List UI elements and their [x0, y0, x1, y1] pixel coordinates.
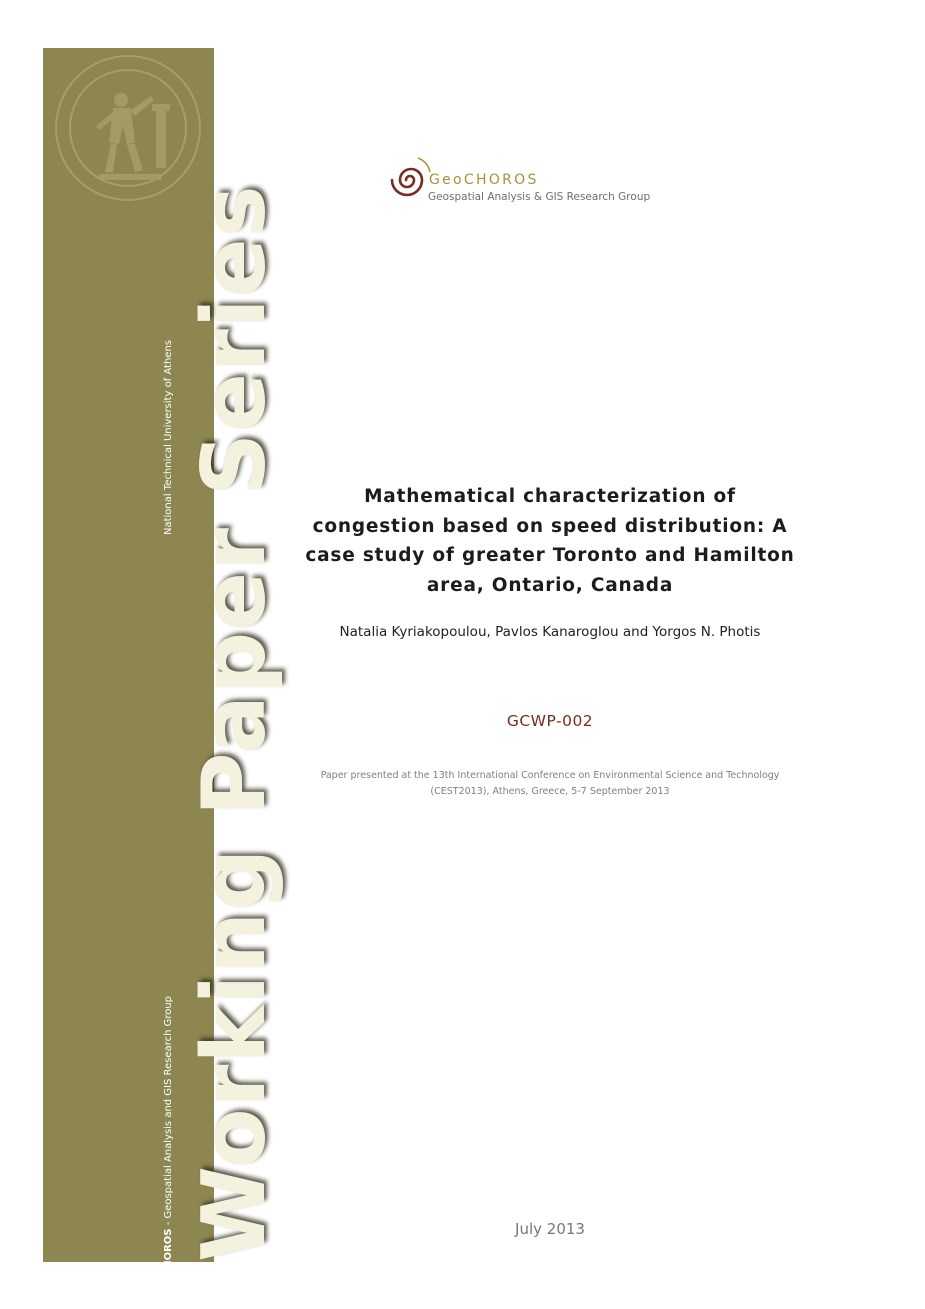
conference-note	[280, 768, 820, 800]
conference-note-line: Paper presented at the 13th International Conference on Environmental Science and Technology	[320, 770, 780, 781]
group-credit-name: GeoCHOROS	[163, 1228, 174, 1298]
paper-title	[270, 482, 830, 600]
paper-title-line: area, Ontario, Canada	[426, 574, 674, 596]
paper-title-line: case study of greater Toronto and Hamilton	[305, 545, 795, 566]
spiral-logo-icon	[388, 154, 432, 202]
publication-date: July 2013	[515, 1220, 585, 1238]
group-credit	[164, 996, 174, 1298]
series-title: Working Paper Series	[183, 184, 285, 1262]
geochoros-logo	[388, 154, 688, 210]
paper-title-line: Mathematical characterization of	[364, 486, 736, 507]
group-credit-description: - Geospatial Analysis and GIS Research Group	[163, 995, 174, 1229]
logo-subtitle: Geospatial Analysis & GIS Research Group	[428, 191, 651, 203]
logo-name: GeoCHOROS	[429, 172, 539, 188]
paper-authors: Natalia Kyriakopoulou, Pavlos Kanaroglou and Yorgos N. Photis	[339, 624, 761, 640]
university-name: National Technical University of Athens	[163, 339, 174, 535]
conference-note-line: (CEST2013), Athens, Greece, 5-7 September 2013	[430, 786, 670, 797]
paper-title-line: congestion based on speed distribution: A	[312, 515, 788, 537]
working-paper-code: GCWP-002	[506, 712, 594, 730]
